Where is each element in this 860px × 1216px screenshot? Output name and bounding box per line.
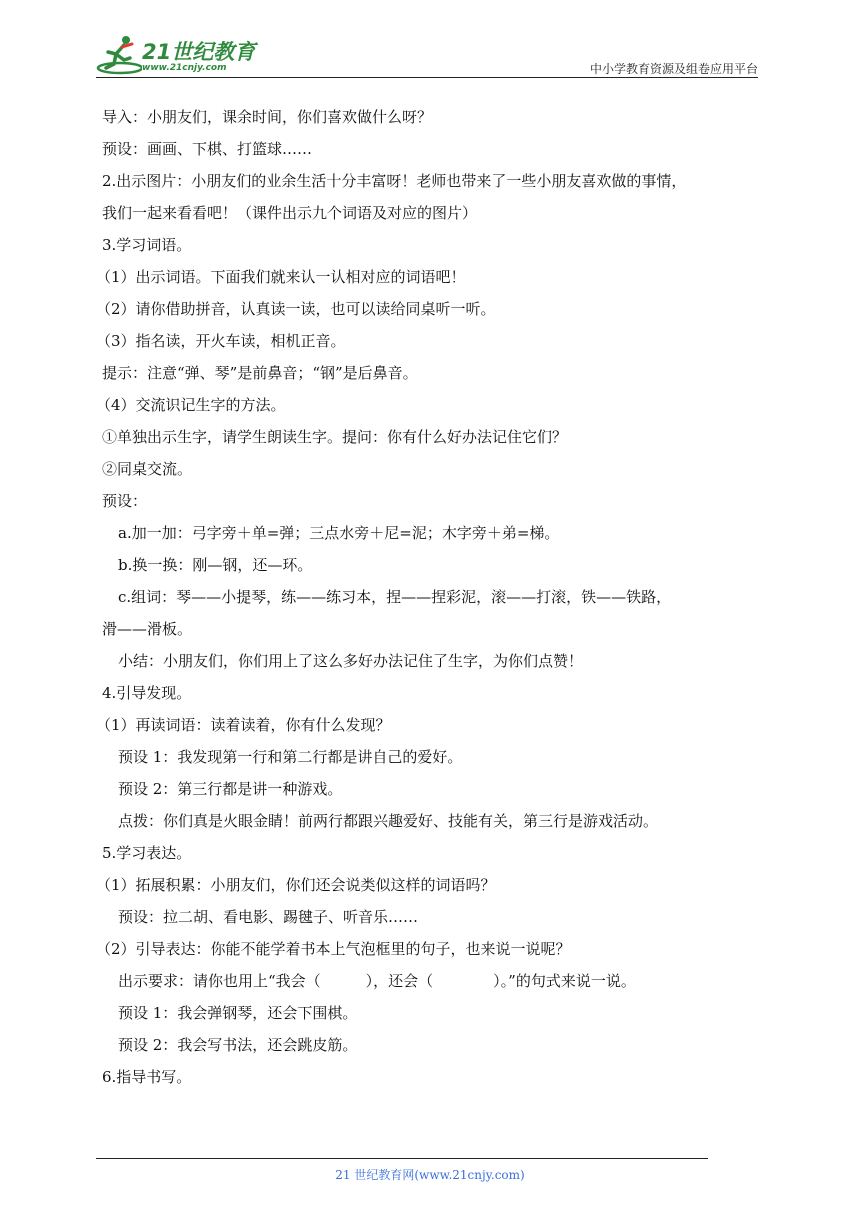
text-line: 预设：拉二胡、看电影、踢毽子、听音乐…… (118, 908, 419, 926)
text-line: （3）指名读，开火车读，相机正音。 (96, 332, 346, 350)
text-line: 预设 1：我会弹钢琴，还会下围棋。 (118, 1004, 358, 1022)
text-line: 预设：画画、下棋、打篮球…… (102, 140, 313, 158)
text-line: （2）请你借助拼音，认真读一读，也可以读给同桌听一听。 (96, 300, 496, 318)
footer-link[interactable]: 21 世纪教育网(www.21cnjy.com) (335, 1168, 525, 1182)
text-line: 3.学习词语。 (102, 236, 192, 254)
document-body (96, 101, 762, 1093)
text-line: c.组词：琴——小提琴，练——练习本，捏——捏彩泥，滚——打滚，铁——铁路， (118, 588, 672, 606)
text-line: （2）引导表达：你能不能学着书本上气泡框里的句子，也来说一说呢？ (96, 940, 571, 958)
text-line: ②同桌交流。 (102, 460, 193, 478)
header-divider (96, 77, 758, 78)
text-line: （4）交流识记生字的方法。 (96, 396, 286, 414)
platform-name: 中小学教育资源及组卷应用平台 (589, 62, 758, 76)
text-line: 预设： (102, 492, 148, 510)
logo-url: www.21cnjy.com (142, 63, 227, 73)
text-line: b.换一换：刚—钢，还—环。 (118, 556, 313, 574)
text-line: 小结：小朋友们，你们用上了这么多好办法记住了生字，为你们点赞！ (118, 652, 584, 670)
text-line: 导入：小朋友们，课余时间，你们喜欢做什么呀？ (102, 108, 433, 126)
text-line: 滑——滑板。 (102, 620, 193, 638)
text-line: 6.指导书写。 (102, 1068, 192, 1086)
text-line: 我们一起来看看吧！（课件出示九个词语及对应的图片） (102, 204, 478, 222)
text-line: 提示：注意“弹、琴”是前鼻音；“钢”是后鼻音。 (102, 364, 418, 382)
text-line: （1）拓展积累：小朋友们，你们还会说类似这样的词语吗？ (96, 876, 496, 894)
running-figure-icon (96, 32, 142, 76)
text-line: a.加一加：弓字旁＋单=弹；三点水旁＋尼=泥；木字旁＋弟=梯。 (118, 524, 560, 542)
logo-text: 21世纪教育 (142, 40, 256, 64)
text-line: 出示要求：请你也用上“我会（ ），还会（ ）。”的句式来说一说。 (118, 972, 636, 990)
text-line: 预设 2：第三行都是讲一种游戏。 (118, 780, 343, 798)
text-line: 4.引导发现。 (102, 684, 192, 702)
text-line: （1）出示词语。下面我们就来认一认相对应的词语吧！ (96, 268, 466, 286)
text-line: 预设 1：我发现第一行和第二行都是讲自己的爱好。 (118, 748, 463, 766)
text-line: 2.出示图片：小朋友们的业余生活十分丰富呀！老师也带来了一些小朋友喜欢做的事情， (102, 172, 687, 190)
text-line: 5.学习表达。 (102, 844, 192, 862)
text-line: （1）再读词语：读着读着，你有什么发现？ (96, 716, 391, 734)
text-line: 预设 2：我会写书法，还会跳皮筋。 (118, 1036, 358, 1054)
footer-divider (96, 1158, 708, 1159)
text-line: ①单独出示生字，请学生朗读生字。提问：你有什么好办法记住它们？ (102, 428, 568, 446)
page-header (96, 32, 758, 78)
text-line: 点拨：你们真是火眼金睛！前两行都跟兴趣爱好、技能有关，第三行是游戏活动。 (118, 812, 659, 830)
logo (96, 32, 266, 78)
